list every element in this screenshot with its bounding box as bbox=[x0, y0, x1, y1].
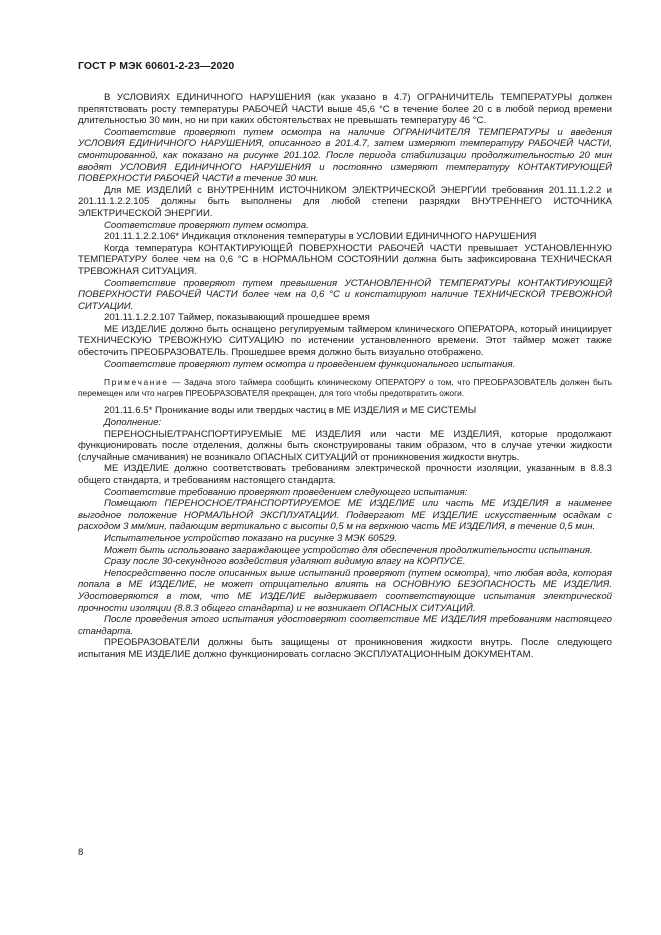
paragraph: В УСЛОВИЯХ ЕДИНИЧНОГО НАРУШЕНИЯ (как указано в 4.7) ОГРАНИЧИТЕЛЬ ТЕМПЕРАТУРЫ должен препятствовать росту температуры РАБОЧЕЙ ЧАСТИ выше 45,6 °С в течение более 20 с в любой период времени длительностью 30 мин, но ни при каких обстоятельствах не превышать температуру 46 °С. bbox=[78, 92, 612, 127]
clause-heading: 201.11.6.5* Проникание воды или твердых частиц в МЕ ИЗДЕЛИЯ и МЕ СИСТЕМЫ bbox=[104, 405, 477, 417]
paragraph: Помещают ПЕРЕНОСНОЕ/ТРАНСПОРТИРУЕМОЕ МЕ ИЗДЕЛИЕ или часть МЕ ИЗДЕЛИЯ в наименее выгодное положение НОРМАЛЬНОЙ ЭКСПЛУАТАЦИИ. Подвергают МЕ ИЗДЕЛИЕ искусственным осадкам с расходом 3 мм/мин, падающим вертикально с высоты 0,5 м на верхнюю часть МЕ ИЗДЕЛИЯ, в течение 0,5 мин. bbox=[78, 498, 612, 533]
paragraph: МЕ ИЗДЕЛИЕ должно быть оснащено регулируемым таймером клинического ОПЕРАТОРА, который инициирует ТЕХНИЧЕСКУЮ ТРЕВОЖНУЮ СИТУАЦИЮ по истечении установленного времени. Этот таймер может также обесточить ПРЕОБРАЗОВАТЕЛЬ. Прошедшее время должно быть визуально отображено. bbox=[78, 323, 612, 359]
paragraph: Соответствие проверяют путем осмотра на наличие ОГРАНИЧИТЕЛЯ ТЕМПЕРАТУРЫ и введения УСЛОВИЯ ЕДИНИЧНОГО НАРУШЕНИЯ, описанного в 201.4.7, затем измеряют температуру РАБОЧЕЙ ЧАСТИ, смонтированной, как показано на рисунке 201.102. После периода стабилизации продолжительностью 20 мин вводят УСЛОВИЯ ЕДИНИЧНОГО НАРУШЕНИЯ и постоянно измеряют температуру КОНТАКТИРУЮЩЕЙ ПОВЕРХНОСТИ РАБОЧЕЙ ЧАСТИ в течение 30 мин. bbox=[78, 126, 612, 185]
paragraph: Дополнение: bbox=[104, 417, 162, 429]
note-label: Примечание bbox=[104, 377, 169, 388]
note-paragraph bbox=[78, 377, 612, 398]
paragraph: Соответствие проверяют путем осмотра и проведением функционального испытания. bbox=[104, 358, 516, 370]
paragraph: Испытательное устройство показано на рисунке 3 МЭК 60529. bbox=[104, 532, 398, 544]
note-text: — Задача этого таймера сообщить клиническому ОПЕРАТОРУ о том, что ПРЕОБРАЗОВАТЕЛЬ должен быть перемещен или что нагрев ПРЕОБРАЗОВАТЕЛЯ прекращен, для того чтобы предотвратить ожоги. bbox=[78, 377, 612, 398]
paragraph: ПЕРЕНОСНЫЕ/ТРАНСПОРТИРУЕМЫЕ МЕ ИЗДЕЛИЯ или части МЕ ИЗДЕЛИЯ, которые продолжают функционировать после отделения, должны быть сконструированы таким образом, что в случае утечки жидкости (случайные смачивания) не возникало ОПАСНЫХ СИТУАЦИЙ от проникновения жидкости внутрь. bbox=[78, 428, 612, 463]
paragraph: Для МЕ ИЗДЕЛИЙ с ВНУТРЕННИМ ИСТОЧНИКОМ ЭЛЕКТРИЧЕСКОЙ ЭНЕРГИИ требования 201.11.1.2.2 и 201.11.1.2.2.105 должны быть выполнены для любой степени разрядки ВНУТРЕННЕГО ИСТОЧНИКА ЭЛЕКТРИЧЕСКОЙ ЭНЕРГИИ. bbox=[78, 184, 612, 219]
clause-heading: 201.11.1.2.2.107 Таймер, показывающий прошедшее время bbox=[104, 312, 370, 324]
clause-heading: 201.11.1.2.2.106* Индикация отклонения температуры в УСЛОВИИ ЕДИНИЧНОГО НАРУШЕНИЯ bbox=[104, 231, 537, 243]
paragraph: Когда температура КОНТАКТИРУЮЩЕЙ ПОВЕРХНОСТИ РАБОЧЕЙ ЧАСТИ превышает УСТАНОВЛЕННУЮ ТЕМПЕРАТУРУ более чем на 0,6 °С в НОРМАЛЬНОМ СОСТОЯНИИ должна быть зафиксирована ТЕХНИЧЕСКАЯ ТРЕВОЖНАЯ СИТУАЦИЯ. bbox=[78, 242, 612, 277]
document-header-title: ГОСТ Р МЭК 60601-2-23—2020 bbox=[78, 60, 235, 72]
page-number: 8 bbox=[78, 847, 84, 858]
paragraph: Может быть использовано заграждающее устройство для обеспечения продолжительности испытания. bbox=[104, 544, 593, 556]
paragraph: Соответствие проверяют путем осмотра. bbox=[104, 219, 309, 231]
paragraph: Сразу после 30-секундного воздействия удаляют видимую влагу на КОРПУСЕ. bbox=[104, 556, 466, 568]
document-body bbox=[78, 92, 612, 661]
paragraph: Соответствие проверяют путем превышения УСТАНОВЛЕННОЙ ТЕМПЕРАТУРЫ КОНТАКТИРУЮЩЕЙ ПОВЕРХНОСТИ РАБОЧЕЙ ЧАСТИ более чем на 0,6 °С и констатируют наличие ТЕХНИЧЕСКОЙ ТРЕВОЖНОЙ СИТУАЦИИ. bbox=[78, 277, 612, 312]
paragraph: ПРЕОБРАЗОВАТЕЛИ должны быть защищены от проникновения жидкости внутрь. После следующего испытания МЕ ИЗДЕЛИЕ должно функционировать согласно ЭКСПЛУАТАЦИОННЫМ ДОКУМЕНТАМ. bbox=[78, 637, 612, 660]
paragraph: МЕ ИЗДЕЛИЕ должно соответствовать требованиям электрической прочности изоляции, указанным в 8.8.3 общего стандарта, и требованиям настоящего стандарта. bbox=[78, 463, 612, 486]
paragraph: Непосредственно после описанных выше испытаний проверяют (путем осмотра), что любая вода, которая попала в МЕ ИЗДЕЛИЕ, не может отрицательно влиять на ОСНОВНУЮ БЕЗОПАСНОСТЬ МЕ ИЗДЕЛИЯ. Удостоверяются в том, что МЕ ИЗДЕЛИЕ выдерживает соответствующие испытания электрической прочности изоляции (8.8.3 общего стандарта) и не возникает ОПАСНЫХ СИТУАЦИЙ. bbox=[78, 567, 612, 614]
paragraph: После проведения этого испытания удостоверяют соответствие МЕ ИЗДЕЛИЯ требованиям настоящего стандарта. bbox=[78, 614, 612, 637]
paragraph: Соответствие требованию проверяют проведением следующего испытания: bbox=[104, 486, 468, 498]
